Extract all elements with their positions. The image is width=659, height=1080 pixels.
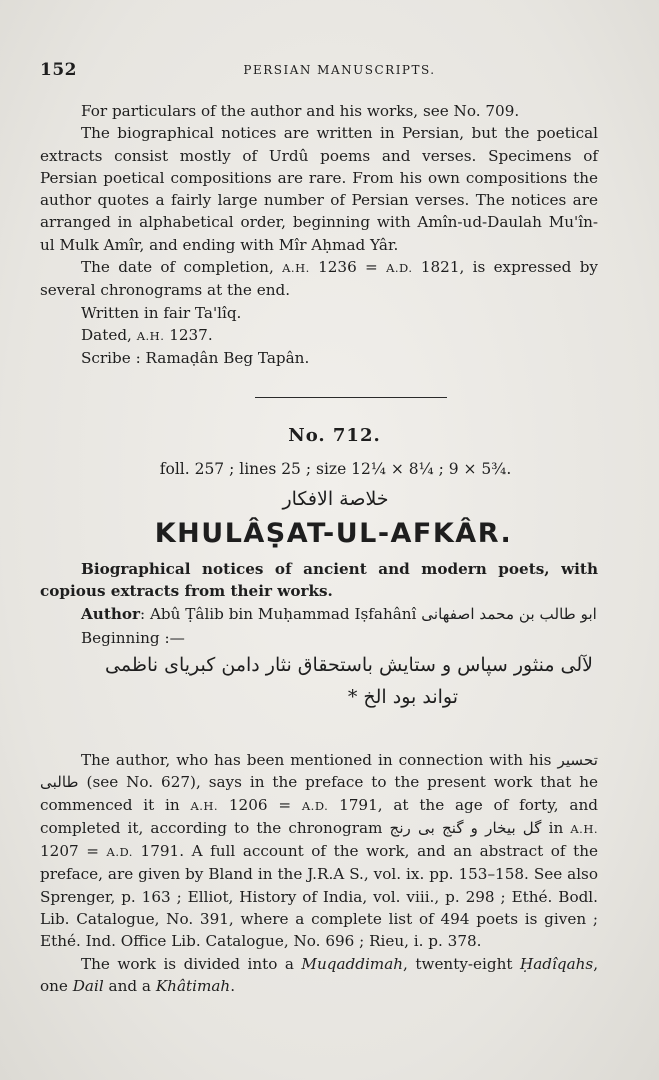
entry-712-body [40,749,598,997]
entry-title: KHULÂṢAT-UL-AFKÂR. [154,518,513,549]
entry-number: No. 712. [288,425,381,446]
author-arabic-1: ابو طالب بن محمد [479,604,597,623]
scribe-note: Scribe : Ramaḍân Beg Tapân. [81,349,310,368]
section-divider [255,397,447,398]
running-title: PERSIAN MANUSCRIPTS. [243,63,436,77]
paragraph-date-of-completion: The date of completion, A.H. 1236 = A.D. 1821, is expressed by several chronograms at the end. [40,258,599,300]
beginning-arabic-line-2: تواند بود الخ * [347,686,458,709]
page-number: 152 [40,60,77,80]
body-paragraph-2: The work is divided into a Muqaddimah, twenty-eight Ḥadîqahs, one Dail and a Khâtimah. [40,954,599,995]
entry-712-intro [40,558,598,713]
entry-meta: foll. 257 ; lines 25 ; size 12¼ × 8¼ ; 9 × 5¾. [159,460,512,478]
body-paragraph-1: The author, who has been mentioned in connection with his تحسیر طالبی (see No. 627), says in the preface to the present work that he commenced it in A.H. 1206 = A.D. 1791, at the age of forty, and completed it, according to the chronogram گل بیخار و گنج بی رنج in A.H. 1207 = A.D. 1791. A full account of the work, and an abstract of the preface, are given by Bland in the J.R.A S., vol. ix. pp. 153–158. See also Sprenger, p. 163 ; Elliot, History of India, vol. viii., p. 298 ; Ethé. Bodl. Lib. Catalogue, No. 391, where a complete list of 494 poets is given ; Ethé. Ind. Office Lib. Catalogue, No. 696 ; Rieu, i. p. 378. [40,751,599,951]
description: Biographical notices of ancient and modern poets, with copious extracts from their works. [40,560,598,601]
author-label: Author [81,604,141,623]
arabic-title: خلاصة الافكار [282,488,389,510]
paragraph-notices-description: The biographical notices are written in Persian, but the poetical extracts consist mostly of Urdû poems and verses. Specimens of Persian poetical compositions are rare. From his own compositions the author quotes a fairly large number of Persian verses. The notices are arranged in alphabetical order, beginning with Amîn-ud-Daulah Mu'în-ul Mulk Amîr, and ending with Mîr Aḥmad Yâr. [40,124,598,254]
dated-note: Dated, A.H. 1237. [81,325,213,344]
beginning-label: Beginning :— [81,628,185,647]
written-note: Written in fair Ta'lîq. [81,303,242,322]
beginning-arabic-line-1: لآلی منثور سپاس و ستایش باستحقاق نثار دامن کبریای ناظمی [105,654,593,677]
chronogram-arabic: گل بیخار و گنج بی رنج [389,818,542,837]
paragraph-author-reference: For particulars of the author and his works, see No. 709. [81,102,520,120]
arabic-name-inline: تحسیر طالبی [40,751,599,792]
entry-711-tail [40,100,598,370]
author-value: : Abû Ṭâlib bin Muḥammad Iṣfahânî [140,604,417,623]
author-arabic-2: اصفهانی [421,604,475,623]
author-line [40,603,598,625]
